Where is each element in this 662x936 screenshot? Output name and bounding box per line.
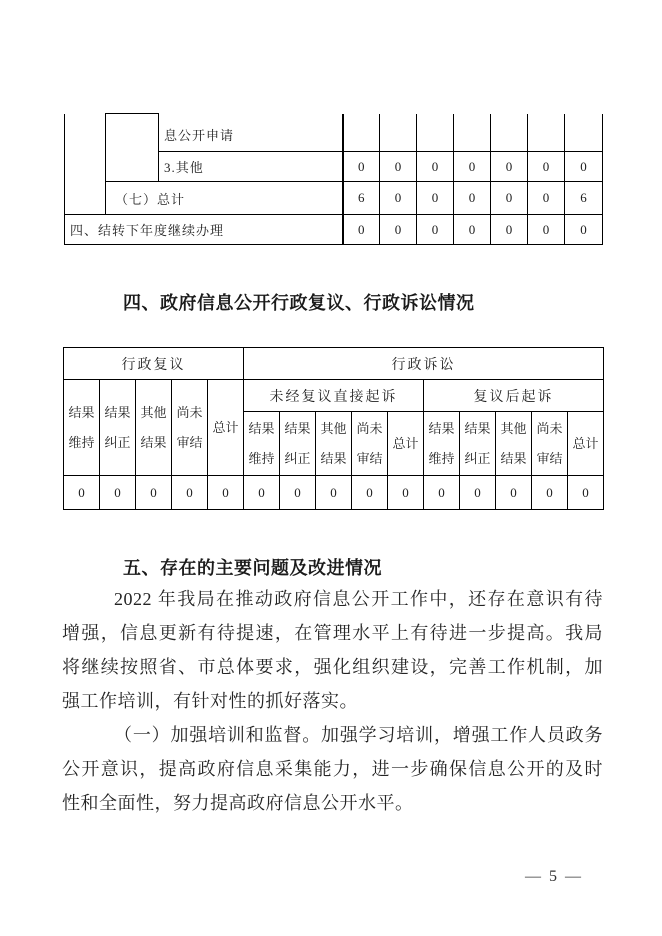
after-review-suit-group-header: 复议后起诉 <box>424 380 604 412</box>
table-cell: 0 <box>244 476 280 510</box>
table-cell <box>565 114 603 152</box>
table-cell: 0 <box>316 476 352 510</box>
paragraph-1 <box>62 582 603 718</box>
column-header: 总计 <box>208 380 244 476</box>
table-cell: 0 <box>528 215 565 245</box>
table-cell: 0 <box>491 215 528 245</box>
column-header: 其他结果 <box>136 380 172 476</box>
table-cell: 0 <box>380 215 417 245</box>
table-cell: 0 <box>352 476 388 510</box>
table-cell: 0 <box>417 182 454 215</box>
table-cell: 0 <box>343 152 380 182</box>
table-cell: 0 <box>568 476 604 510</box>
table-cell: 6 <box>565 182 603 215</box>
review-group-header: 行政复议 <box>64 348 244 380</box>
table-cell <box>417 114 454 152</box>
text-line: 2022 年我局在推动政府信息公开工作中，还存在意识有待 <box>114 589 603 609</box>
column-header: 结果维持 <box>244 412 280 476</box>
section5-heading: 五、存在的主要问题及改进情况 <box>123 558 382 578</box>
row-label: 3.其他 <box>159 152 343 182</box>
table-cell: 0 <box>208 476 244 510</box>
text-line: 增强，信息更新有待提速，在管理水平上有待进一步提高。我局 <box>62 623 603 643</box>
table-cell: 0 <box>454 182 491 215</box>
table-cell: 0 <box>454 152 491 182</box>
table-cell: 0 <box>424 476 460 510</box>
direct-suit-group-header: 未经复议直接起诉 <box>244 380 424 412</box>
table-cell: 0 <box>380 182 417 215</box>
page-number: — 5 — <box>525 868 583 885</box>
table-cell: 0 <box>380 152 417 182</box>
litigation-group-header: 行政诉讼 <box>244 348 604 380</box>
table-cell: 0 <box>388 476 424 510</box>
row-label: （七）总计 <box>106 182 343 215</box>
table-cell-empty-left <box>65 114 106 215</box>
column-header: 结果纠正 <box>460 412 496 476</box>
table-cell: 0 <box>460 476 496 510</box>
table-cell: 0 <box>532 476 568 510</box>
table-cell: 0 <box>417 215 454 245</box>
table-cell: 6 <box>343 182 380 215</box>
column-header: 结果维持 <box>424 412 460 476</box>
column-header: 其他结果 <box>496 412 532 476</box>
table-cell <box>528 114 565 152</box>
body-text <box>62 582 603 820</box>
column-header: 尚未审结 <box>532 412 568 476</box>
section4-heading: 四、政府信息公开行政复议、行政诉讼情况 <box>123 293 475 313</box>
table-cell <box>380 114 417 152</box>
column-header: 总计 <box>388 412 424 476</box>
review-litigation-table <box>63 347 604 510</box>
table-cell: 0 <box>417 152 454 182</box>
column-header: 结果纠正 <box>280 412 316 476</box>
column-header: 尚未审结 <box>172 380 208 476</box>
row-label: 四、结转下年度继续办理 <box>65 215 343 245</box>
table-cell <box>454 114 491 152</box>
carryover-summary-table <box>64 113 603 245</box>
column-header: 结果纠正 <box>100 380 136 476</box>
text-line: 强工作培训，有针对性的抓好落实。 <box>62 691 358 711</box>
row-label: 息公开申请 <box>159 114 343 152</box>
table-cell: 0 <box>172 476 208 510</box>
table-cell: 0 <box>454 215 491 245</box>
table-cell: 0 <box>100 476 136 510</box>
text-line: 将继续按照省、市总体要求，强化组织建设，完善工作机制，加 <box>62 657 603 677</box>
table-cell: 0 <box>491 152 528 182</box>
table-cell: 0 <box>136 476 172 510</box>
table-cell <box>343 114 380 152</box>
paragraph-2 <box>62 718 603 820</box>
table-cell: 0 <box>565 152 603 182</box>
table-cell: 0 <box>528 182 565 215</box>
table-cell: 0 <box>280 476 316 510</box>
table-cell: 0 <box>491 182 528 215</box>
table-cell: 0 <box>64 476 100 510</box>
table-cell: 0 <box>528 152 565 182</box>
column-header: 总计 <box>568 412 604 476</box>
text-line: 公开意识，提高政府信息采集能力，进一步确保信息公开的及时 <box>62 759 603 779</box>
column-header: 其他结果 <box>316 412 352 476</box>
text-line: 性和全面性，努力提高政府信息公开水平。 <box>62 793 414 813</box>
table-cell-empty-mid <box>106 114 159 182</box>
table-cell: 0 <box>496 476 532 510</box>
table-cell <box>491 114 528 152</box>
column-header: 结果维持 <box>64 380 100 476</box>
column-header: 尚未审结 <box>352 412 388 476</box>
table-cell: 0 <box>343 215 380 245</box>
text-line: （一）加强培训和监督。加强学习培训，增强工作人员政务 <box>114 725 603 745</box>
table-cell: 0 <box>565 215 603 245</box>
